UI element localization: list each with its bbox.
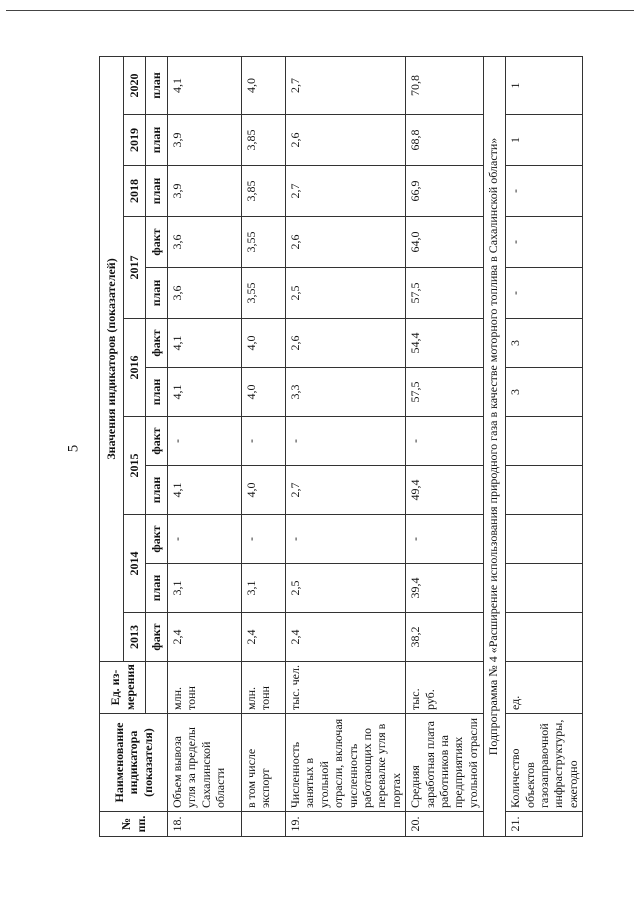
subprogram-title: Подпрограмма № 4 «Расширение использования природного газа в качестве моторного топлива в Сахалинской области» [484,56,506,836]
header-fact: факт [146,217,168,268]
indicators-table [99,56,583,837]
cell-value: - [406,515,484,564]
header-year-2018: 2018 [124,166,146,217]
table-row [286,56,406,836]
cell-value: 66,9 [406,166,484,217]
cell-value: 64,0 [406,217,484,268]
header-name: Наименование индикатора (показателя) [100,714,168,812]
cell-value: - [286,515,406,564]
cell-value: 70,8 [406,56,484,114]
cell-value: 4,0 [242,56,286,114]
cell-value: 3 [506,368,583,417]
cell-value: 3,85 [242,115,286,166]
page-number: 5 [65,444,82,453]
header-values-title: Значения индикаторов (показателей) [100,56,124,661]
cell-value: 2,4 [286,613,406,662]
cell-value: 2,6 [286,217,406,268]
cell-value: 4,0 [242,319,286,368]
header-plan: план [146,166,168,217]
cell-value: 3,9 [168,166,242,217]
row-name: Средняя заработная плата работников на предприятиях угольной отрасли [406,714,484,812]
cell-value: 3,85 [242,166,286,217]
header-plan: план [146,466,168,515]
header-fact: факт [146,417,168,466]
cell-value: 3,1 [168,564,242,613]
row-unit: тыс. чел. [286,662,406,714]
cell-value: - [506,166,583,217]
row-name: Численность занятых в угольной отрасли, включая численность работающих по перевалке угля в портах [286,714,406,812]
cell-value: 2,7 [286,166,406,217]
cell-value [506,466,583,515]
header-plan: план [146,115,168,166]
row-unit: млн. тонн [242,662,286,714]
cell-value [506,417,583,466]
header-year-2014: 2014 [124,515,146,613]
cell-value: - [286,417,406,466]
cell-value: 49,4 [406,466,484,515]
header-year-2013: 2013 [124,613,146,662]
header-year-2016: 2016 [124,319,146,417]
row-unit: млн. тонн [168,662,242,714]
header-plan: план [146,368,168,417]
header-unit: Ед. из-мерения [100,662,146,714]
row-num [242,812,286,837]
header-fact: факт [146,515,168,564]
cell-value [506,613,583,662]
header-plan: план [146,564,168,613]
cell-value: - [168,515,242,564]
subprogram-row [484,56,506,836]
cell-value: 3,1 [242,564,286,613]
header-fact: факт [146,613,168,662]
cell-value: 4,1 [168,319,242,368]
cell-value: - [506,268,583,319]
cell-value: 2,6 [286,115,406,166]
row-unit: ед. [506,662,583,714]
cell-value: 57,5 [406,368,484,417]
row-name: Объем вывоза угля за пределы Сахалинской области [168,714,242,812]
cell-value [506,515,583,564]
cell-value: 3,6 [168,217,242,268]
cell-value: 39,4 [406,564,484,613]
row-num: 18. [168,812,242,837]
row-num: 19. [286,812,406,837]
cell-value: 68,8 [406,115,484,166]
cell-value [506,564,583,613]
row-name: в том числе экспорт [242,714,286,812]
cell-value: 2,7 [286,56,406,114]
cell-value: 4,1 [168,368,242,417]
cell-value: 3,3 [286,368,406,417]
cell-value: - [406,417,484,466]
table-row [406,56,484,836]
header-plan: план [146,268,168,319]
cell-value: 2,4 [168,613,242,662]
cell-value: 3,6 [168,268,242,319]
header-year-2015: 2015 [124,417,146,515]
cell-value: 2,5 [286,268,406,319]
cell-value: 54,4 [406,319,484,368]
cell-value: - [242,515,286,564]
header-num: № пп. [100,812,168,837]
row-name: Количество объектов газозаправочной инфраструктуры, ежегодно [506,714,583,812]
cell-value: 38,2 [406,613,484,662]
table-row [506,56,583,836]
row-num: 21. [506,812,583,837]
header-year-2017: 2017 [124,217,146,319]
cell-value: 57,5 [406,268,484,319]
row-unit: тыс. руб. [406,662,484,714]
cell-value: 1 [506,115,583,166]
cell-value: 4,0 [242,368,286,417]
page-top-rule [6,10,634,11]
header-year-2020: 2020 [124,56,146,114]
row-num: 20. [406,812,484,837]
cell-value: - [506,217,583,268]
cell-value: 1 [506,56,583,114]
cell-value: 4,1 [168,56,242,114]
cell-value: 3,55 [242,268,286,319]
header-unit-blank [146,662,168,714]
header-year-2019: 2019 [124,115,146,166]
cell-value: - [242,417,286,466]
table-row [168,56,242,836]
cell-value: 4,0 [242,466,286,515]
cell-value: 4,1 [168,466,242,515]
cell-value: - [168,417,242,466]
cell-value: 2,4 [242,613,286,662]
cell-value: 3 [506,319,583,368]
cell-value: 2,5 [286,564,406,613]
table-row [242,56,286,836]
rotated-table-wrapper [99,57,580,837]
header-plan: план [146,56,168,114]
cell-value: 2,7 [286,466,406,515]
cell-value: 3,55 [242,217,286,268]
cell-value: 2,6 [286,319,406,368]
cell-value: 3,9 [168,115,242,166]
header-fact: факт [146,319,168,368]
